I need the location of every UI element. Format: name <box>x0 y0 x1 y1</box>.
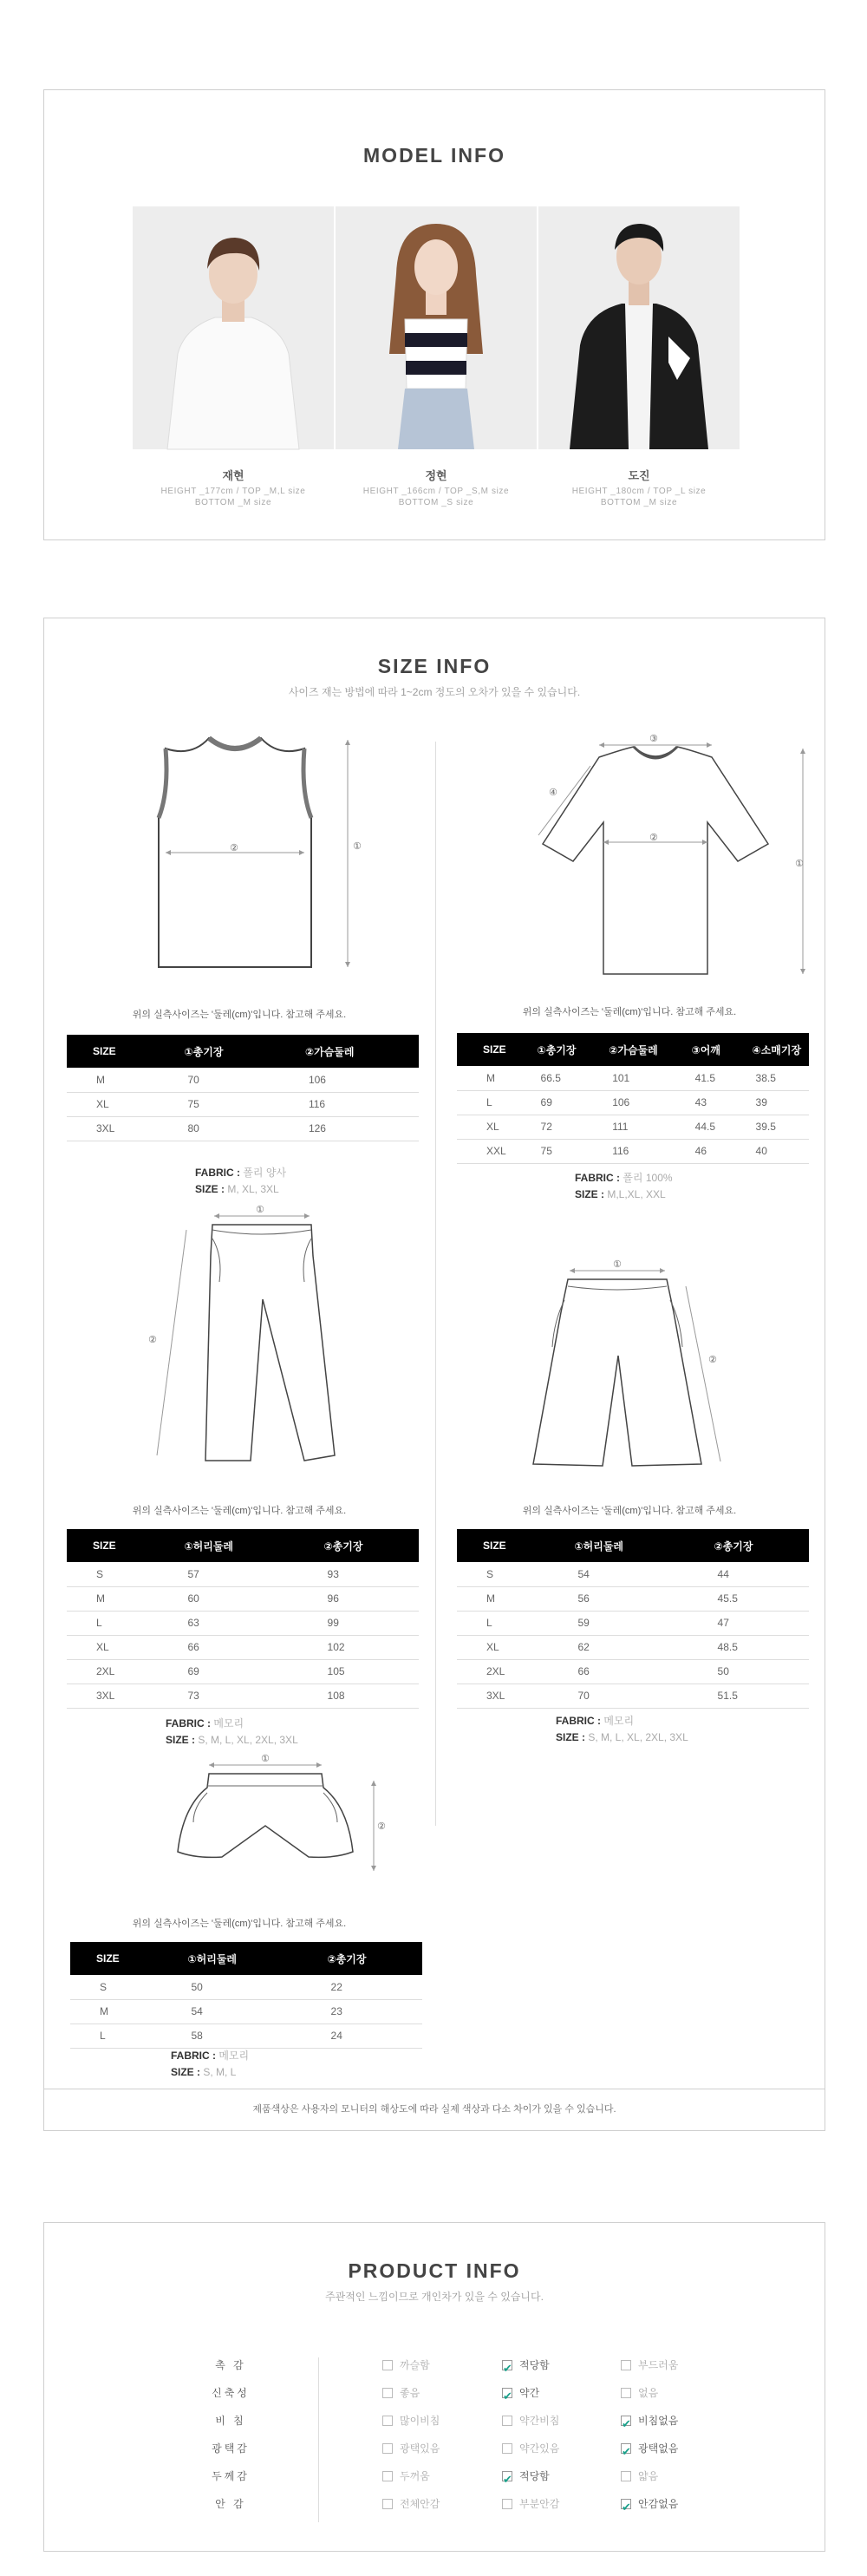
table-header: ④소매기장 <box>727 1033 809 1066</box>
checked-checkbox-icon <box>621 2499 631 2509</box>
table-header: SIZE <box>67 1529 158 1562</box>
product-attribute-option <box>621 2492 678 2516</box>
table-cell: 56 <box>548 1586 688 1611</box>
checked-checkbox-icon <box>502 2388 512 2398</box>
table-row <box>70 2024 422 2048</box>
option-label: 적당함 <box>519 2359 550 2371</box>
table-header: ②총기장 <box>298 1529 419 1562</box>
table-cell: L <box>457 1611 548 1635</box>
table-cell: 54 <box>161 1999 301 2024</box>
table-header: ①허리둘레 <box>158 1529 297 1562</box>
model-photo <box>336 206 537 449</box>
table-cell: 39 <box>727 1090 809 1115</box>
model-measure-line: BOTTOM _M size <box>600 498 678 507</box>
size-info-title: SIZE INFO <box>377 655 492 677</box>
marker-4: ④ <box>549 788 557 798</box>
table-row <box>67 1684 419 1708</box>
product-attribute-label: 비 침 <box>215 2415 246 2427</box>
product-attribute-option <box>382 2353 430 2377</box>
product-attribute-option <box>621 2409 678 2433</box>
option-label: 안감없음 <box>638 2498 679 2510</box>
checkbox-icon <box>382 2443 393 2454</box>
table-cell: XL <box>67 1092 158 1116</box>
table-header: ①총기장 <box>512 1033 583 1066</box>
checked-checkbox-icon <box>621 2443 631 2454</box>
product-attribute-option <box>382 2492 440 2516</box>
option-label: 좋음 <box>400 2387 420 2399</box>
table-cell: 102 <box>298 1635 419 1659</box>
model-photo <box>133 206 334 449</box>
pants-diagram <box>140 1204 400 1481</box>
table-row <box>67 1635 419 1659</box>
table-cell: 62 <box>548 1635 688 1659</box>
product-attribute-label: 신축성 <box>212 2387 250 2399</box>
model-photo-illustration <box>133 206 334 449</box>
table-cell: 70 <box>158 1068 278 1092</box>
table-cell: 2XL <box>457 1659 548 1684</box>
option-label: 얇음 <box>638 2470 659 2482</box>
measurement-note: 위의 실측사이즈는 '둘레(cm)'입니다. 참고해 주세요. <box>132 1506 347 1516</box>
product-attribute-option <box>502 2464 550 2488</box>
table-row <box>457 1611 809 1635</box>
checked-checkbox-icon <box>502 2360 512 2370</box>
table-header: ③어깨 <box>666 1033 727 1066</box>
table-cell: 108 <box>298 1684 419 1708</box>
table-cell: L <box>457 1090 512 1115</box>
table-cell: 80 <box>158 1116 278 1141</box>
table-cell: 63 <box>158 1611 297 1635</box>
model-measure-line: BOTTOM _S size <box>398 498 474 507</box>
table-cell: 66 <box>158 1635 297 1659</box>
table-row <box>457 1139 809 1163</box>
table-cell: M <box>457 1586 548 1611</box>
table-cell: S <box>457 1562 548 1586</box>
checked-checkbox-icon <box>621 2416 631 2426</box>
table-cell: 69 <box>158 1659 297 1684</box>
table-cell: XL <box>457 1635 548 1659</box>
option-label: 부분안감 <box>519 2498 560 2510</box>
size-table-halfpants <box>457 1529 809 1709</box>
table-cell: 106 <box>583 1090 665 1115</box>
table-header: SIZE <box>457 1529 548 1562</box>
table-cell: 111 <box>583 1115 665 1139</box>
product-attribute-option <box>382 2464 430 2488</box>
table-cell: 54 <box>548 1562 688 1586</box>
product-attribute-label: 안 감 <box>215 2498 246 2510</box>
table-header: ②가슴둘레 <box>583 1033 665 1066</box>
table-cell: 50 <box>688 1659 809 1684</box>
table-cell: XXL <box>457 1139 512 1163</box>
product-attribute-option <box>502 2436 559 2461</box>
measurement-note: 위의 실측사이즈는 '둘레(cm)'입니다. 참고해 주세요. <box>522 1007 737 1017</box>
table-header: ②총기장 <box>688 1529 809 1562</box>
product-info-section <box>43 2222 825 2552</box>
sleeveless-diagram <box>140 731 365 983</box>
table-row <box>67 1562 419 1586</box>
model-measure-line: HEIGHT _177cm / TOP _M,L size <box>160 487 306 496</box>
size-info-section <box>43 618 825 2131</box>
size-table-shorts <box>70 1942 422 2049</box>
checkbox-icon <box>502 2416 512 2426</box>
table-cell: 23 <box>302 1999 422 2024</box>
table-cell: 116 <box>279 1092 419 1116</box>
table-cell: 39.5 <box>727 1115 809 1139</box>
table-cell: 66 <box>548 1659 688 1684</box>
table-row <box>67 1116 419 1141</box>
product-attribute-option <box>502 2409 559 2433</box>
table-header: ①허리둘레 <box>161 1942 301 1975</box>
fabric-info: FABRIC : 메모리 SIZE : S, M, L, XL, 2XL, 3XL <box>166 1717 298 1746</box>
column-divider <box>435 742 436 1826</box>
size-table-pants <box>67 1529 419 1709</box>
marker-2: ② <box>708 1355 717 1365</box>
table-cell: 73 <box>158 1684 297 1708</box>
option-label: 많이비침 <box>400 2415 440 2427</box>
table-cell: S <box>70 1975 161 1999</box>
marker-2: ② <box>230 843 238 853</box>
marker-3: ③ <box>649 734 658 744</box>
table-cell: 106 <box>279 1068 419 1092</box>
measurement-note: 위의 실측사이즈는 '둘레(cm)'입니다. 참고해 주세요. <box>132 1919 347 1929</box>
option-label: 약간있음 <box>519 2442 560 2455</box>
table-header: ①총기장 <box>158 1035 278 1068</box>
fabric-info: FABRIC : 메모리 SIZE : S, M, L, XL, 2XL, 3XL <box>556 1715 688 1743</box>
color-disclaimer: 제품색상은 사용자의 모니터의 해상도에 따라 실제 색상과 다소 차이가 있을 수 있습니다. <box>44 2089 825 2130</box>
table-cell: 40 <box>727 1139 809 1163</box>
table-cell: 3XL <box>67 1684 158 1708</box>
table-cell: M <box>67 1586 158 1611</box>
table-cell: 99 <box>298 1611 419 1635</box>
option-label: 비침없음 <box>638 2415 679 2427</box>
table-cell: L <box>67 1611 158 1635</box>
model-photo <box>538 206 740 449</box>
table-row <box>70 1975 422 1999</box>
checkbox-icon <box>382 2416 393 2426</box>
model-measure-line: HEIGHT _166cm / TOP _S,M size <box>362 487 510 496</box>
table-cell: 2XL <box>67 1659 158 1684</box>
table-cell: 44.5 <box>666 1115 727 1139</box>
table-cell: 50 <box>161 1975 301 1999</box>
checkbox-icon <box>382 2360 393 2370</box>
product-attribute-option <box>382 2409 440 2433</box>
table-cell: M <box>457 1066 512 1090</box>
product-attribute-row <box>44 2492 825 2516</box>
table-cell: 48.5 <box>688 1635 809 1659</box>
table-cell: 43 <box>666 1090 727 1115</box>
model-info-section <box>43 89 825 540</box>
table-row <box>457 1090 809 1115</box>
table-row <box>457 1586 809 1611</box>
option-label: 두꺼움 <box>400 2470 430 2482</box>
fabric-info: FABRIC : 메모리 SIZE : S, M, L <box>171 2050 250 2078</box>
marker-1: ① <box>795 859 804 869</box>
table-row <box>67 1611 419 1635</box>
marker-2: ② <box>649 833 658 843</box>
shorts-diagram <box>131 1755 408 1893</box>
table-cell: 101 <box>583 1066 665 1090</box>
option-label: 없음 <box>638 2387 659 2399</box>
table-row <box>457 1684 809 1708</box>
measurement-note: 위의 실측사이즈는 '둘레(cm)'입니다. 참고해 주세요. <box>132 1010 347 1020</box>
option-label: 전체안감 <box>400 2498 440 2510</box>
option-label: 부드러움 <box>638 2359 679 2371</box>
option-label: 까슬함 <box>400 2359 430 2371</box>
fabric-info: FABRIC : 폴리 양사 SIZE : M, XL, 3XL <box>195 1167 287 1195</box>
product-info-title: PRODUCT INFO <box>348 2259 521 2282</box>
table-header: SIZE <box>457 1033 512 1066</box>
checkbox-icon <box>502 2443 512 2454</box>
product-attribute-row <box>44 2436 825 2461</box>
checkbox-icon <box>621 2471 631 2481</box>
table-cell: 51.5 <box>688 1684 809 1708</box>
size-table-tshirt <box>457 1033 809 1164</box>
table-cell: 75 <box>158 1092 278 1116</box>
table-cell: 69 <box>512 1090 583 1115</box>
checked-checkbox-icon <box>502 2471 512 2481</box>
table-row <box>67 1092 419 1116</box>
table-header: SIZE <box>70 1942 161 1975</box>
table-header: SIZE <box>67 1035 158 1068</box>
table-cell: 46 <box>666 1139 727 1163</box>
marker-1: ① <box>261 1754 270 1764</box>
product-attribute-option <box>621 2353 678 2377</box>
product-attribute-option <box>621 2464 658 2488</box>
table-row <box>70 1999 422 2024</box>
table-cell: 44 <box>688 1562 809 1586</box>
model-name: 재현 <box>222 469 244 482</box>
option-label: 약간 <box>519 2387 540 2399</box>
product-attribute-option <box>502 2381 539 2405</box>
product-info-subtitle: 주관적인 느낌이므로 개인차가 있을 수 있습니다. <box>325 2291 544 2303</box>
model-card <box>133 206 334 507</box>
table-cell: 59 <box>548 1611 688 1635</box>
table-row <box>457 1115 809 1139</box>
product-attribute-option <box>621 2436 678 2461</box>
model-photo-illustration <box>538 206 740 449</box>
table-cell: 38.5 <box>727 1066 809 1090</box>
model-name: 정현 <box>425 469 447 482</box>
product-attribute-option <box>382 2381 420 2405</box>
table-cell: L <box>70 2024 161 2048</box>
product-attribute-row <box>44 2409 825 2433</box>
model-measure-line: HEIGHT _180cm / TOP _L size <box>571 487 707 496</box>
table-row <box>457 1066 809 1090</box>
table-header: ①허리둘레 <box>548 1529 688 1562</box>
table-cell: 70 <box>548 1684 688 1708</box>
checkbox-icon <box>382 2388 393 2398</box>
checkbox-icon <box>502 2499 512 2509</box>
table-row <box>457 1562 809 1586</box>
checkbox-icon <box>382 2471 393 2481</box>
product-attribute-row <box>44 2353 825 2377</box>
option-label: 적당함 <box>519 2470 550 2482</box>
marker-1: ① <box>256 1205 264 1215</box>
product-attribute-row <box>44 2464 825 2488</box>
checkbox-icon <box>621 2360 631 2370</box>
product-attribute-option <box>382 2436 440 2461</box>
table-cell: 47 <box>688 1611 809 1635</box>
table-cell: M <box>70 1999 161 2024</box>
model-card <box>538 206 740 507</box>
marker-2: ② <box>148 1335 157 1345</box>
option-label: 광택있음 <box>400 2442 440 2455</box>
table-cell: 58 <box>161 2024 301 2048</box>
table-cell: 3XL <box>67 1116 158 1141</box>
marker-2: ② <box>377 1821 386 1832</box>
model-card <box>336 206 537 507</box>
table-header: ②총기장 <box>302 1942 422 1975</box>
product-attribute-label: 광택감 <box>212 2442 250 2455</box>
table-header: ②가슴둘레 <box>279 1035 419 1068</box>
table-cell: 66.5 <box>512 1066 583 1090</box>
table-cell: 93 <box>298 1562 419 1586</box>
table-cell: 72 <box>512 1115 583 1139</box>
table-cell: 105 <box>298 1659 419 1684</box>
product-attribute-option <box>502 2492 559 2516</box>
option-label: 광택없음 <box>638 2442 679 2455</box>
marker-1: ① <box>353 841 362 852</box>
table-cell: 45.5 <box>688 1586 809 1611</box>
table-row <box>67 1586 419 1611</box>
checkbox-icon <box>382 2499 393 2509</box>
table-cell: 60 <box>158 1586 297 1611</box>
table-row <box>457 1659 809 1684</box>
size-table-sleeveless <box>67 1035 419 1141</box>
option-label: 약간비침 <box>519 2415 560 2427</box>
table-row <box>67 1068 419 1092</box>
tshirt-diagram <box>504 734 825 1000</box>
table-row <box>67 1659 419 1684</box>
table-cell: 3XL <box>457 1684 548 1708</box>
table-cell: 24 <box>302 2024 422 2048</box>
table-cell: XL <box>67 1635 158 1659</box>
table-cell: 75 <box>512 1139 583 1163</box>
fabric-info: FABRIC : 폴리 100% SIZE : M,L,XL, XXL <box>575 1172 673 1200</box>
table-cell: S <box>67 1562 158 1586</box>
marker-1: ① <box>613 1259 622 1270</box>
product-attribute-label: 두께감 <box>212 2470 250 2482</box>
checkbox-icon <box>621 2388 631 2398</box>
table-cell: 41.5 <box>666 1066 727 1090</box>
product-attribute-row <box>44 2381 825 2405</box>
size-info-subtitle: 사이즈 재는 방법에 따라 1~2cm 정도의 오차가 있을 수 있습니다. <box>288 686 581 698</box>
table-cell: 116 <box>583 1139 665 1163</box>
table-cell: XL <box>457 1115 512 1139</box>
table-cell: 57 <box>158 1562 297 1586</box>
model-info-title: MODEL INFO <box>363 144 505 167</box>
halfpants-diagram <box>504 1260 825 1477</box>
table-cell: M <box>67 1068 158 1092</box>
model-name: 도진 <box>628 469 650 482</box>
table-row <box>457 1635 809 1659</box>
table-cell: 96 <box>298 1586 419 1611</box>
model-measure-line: BOTTOM _M size <box>194 498 272 507</box>
product-attribute-option <box>502 2353 550 2377</box>
measurement-note: 위의 실측사이즈는 '둘레(cm)'입니다. 참고해 주세요. <box>522 1506 737 1516</box>
table-cell: 126 <box>279 1116 419 1141</box>
table-cell: 22 <box>302 1975 422 1999</box>
model-photo-illustration <box>336 206 537 449</box>
product-attribute-option <box>621 2381 658 2405</box>
product-attribute-label: 촉 감 <box>215 2359 246 2371</box>
